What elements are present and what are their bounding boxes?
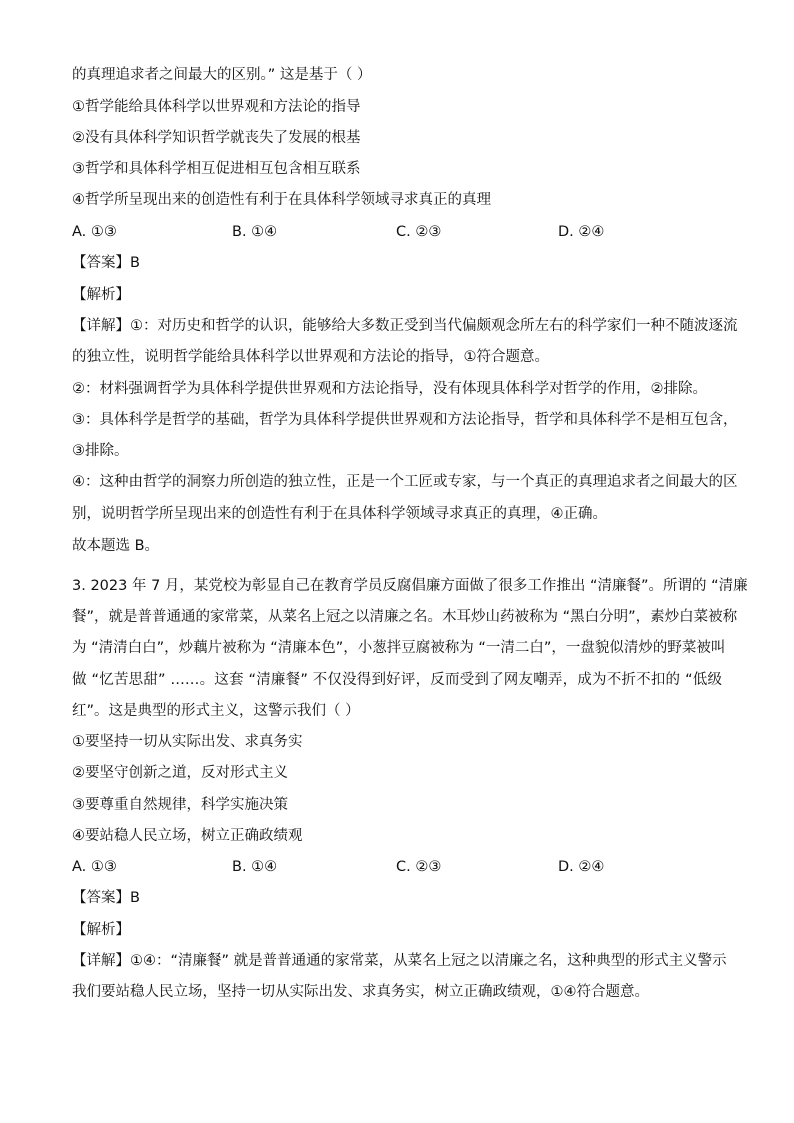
q2-answer: 【答案】B (72, 255, 140, 271)
q3-option-d: D. ②④ (558, 859, 605, 875)
q2-detail-line-3: ②：材料强调哲学为具体科学提供世界观和方法论指导，没有体现具体科学对哲学的作用，②排除。 (72, 381, 707, 397)
q3-statement-3: ③要尊重自然规律，科学实施决策 (72, 797, 288, 813)
q3-option-b: B. ①④ (232, 859, 278, 875)
q2-option-c: C. ②③ (396, 224, 442, 240)
q2-statement-4: ④哲学所呈现出来的创造性有利于在具体科学领域寻求真正的真理 (72, 192, 491, 208)
q3-statement-4: ④要站稳人民立场，树立正确政绩观 (72, 828, 303, 844)
q2-statement-3: ③哲学和具体科学相互促进相互包含相互联系 (72, 161, 361, 177)
q2-conclusion: 故本题选 B。 (72, 538, 160, 554)
q2-stem-tail: 的真理追求者之间最大的区别。” 这是基于（ ） (72, 67, 372, 83)
q3-stem-line-3: 为 “清清白白”，炒藕片被称为 “清廉本色”，小葱拌豆腐被称为 “一清二白”，一盘貌似清炒的野菜被叫 (72, 640, 726, 656)
q2-statement-2: ②没有具体科学知识哲学就丧失了发展的根基 (72, 130, 361, 146)
q3-option-c: C. ②③ (396, 859, 442, 875)
q3-answer: 【答案】B (72, 890, 140, 906)
q3-statement-1: ①要坚持一切从实际出发、求真务实 (72, 734, 303, 750)
q2-detail-line-1: 【详解】①：对历史和哲学的认识，能够给大多数正受到当代偏颇观念所左右的科学家们一种不随波逐流 (72, 318, 738, 334)
q2-option-d: D. ②④ (558, 224, 605, 240)
q3-stem-line-1: 3. 2023 年 7 月，某党校为彰显自己在教育学员反腐倡廉方面做了很多工作推出 “清廉餐”。所谓的 “清廉 (72, 578, 748, 594)
q2-options (72, 222, 722, 242)
q3-analysis-label: 【解析】 (72, 922, 130, 938)
q3-option-a: A. ①③ (72, 859, 117, 875)
q3-stem-line-5: 红”。这是典型的形式主义，这警示我们（ ） (72, 703, 360, 719)
q2-detail-line-5: ③排除。 (72, 443, 129, 459)
q3-detail-line-2: 我们要站稳人民立场，坚持一切从实际出发、求真务实，树立正确政绩观，①④符合题意。 (72, 984, 649, 1000)
q2-detail-line-4: ③：具体科学是哲学的基础，哲学为具体科学提供世界观和方法论指导，哲学和具体科学不是相互包含， (72, 412, 738, 428)
q2-detail-line-2: 的独立性，说明哲学能给具体科学以世界观和方法论的指导，①符合题意。 (72, 349, 549, 365)
q2-statement-1: ①哲学能给具体科学以世界观和方法论的指导 (72, 99, 361, 115)
q3-stem-line-4: 做 “忆苦思甜” ……。这套 “清廉餐” 不仅没得到好评，反而受到了网友嘲弄，成为不折不扣的 “低级 (72, 672, 722, 688)
q2-analysis-label: 【解析】 (72, 287, 130, 303)
q2-detail-line-6: ④：这种由哲学的洞察力所创造的独立性，正是一个工匠或专家，与一个真正的真理追求者之间最大的区 (72, 474, 738, 490)
q3-statement-2: ②要坚守创新之道，反对形式主义 (72, 765, 288, 781)
q3-options (72, 857, 722, 877)
q2-option-b: B. ①④ (232, 224, 278, 240)
q2-option-a: A. ①③ (72, 224, 117, 240)
q3-stem-line-2: 餐”，就是普普通通的家常菜，从菜名上冠之以清廉之名。木耳炒山药被称为 “黑白分明”，素炒白菜被称 (72, 609, 738, 625)
q2-detail-line-7: 别，说明哲学所呈现出来的创造性有利于在具体科学领域寻求真正的真理，④正确。 (72, 506, 607, 522)
q3-detail-line-1: 【详解】①④：“清廉餐” 就是普普通通的家常菜，从菜名上冠之以清廉之名，这种典型的形式主义警示 (72, 953, 727, 969)
